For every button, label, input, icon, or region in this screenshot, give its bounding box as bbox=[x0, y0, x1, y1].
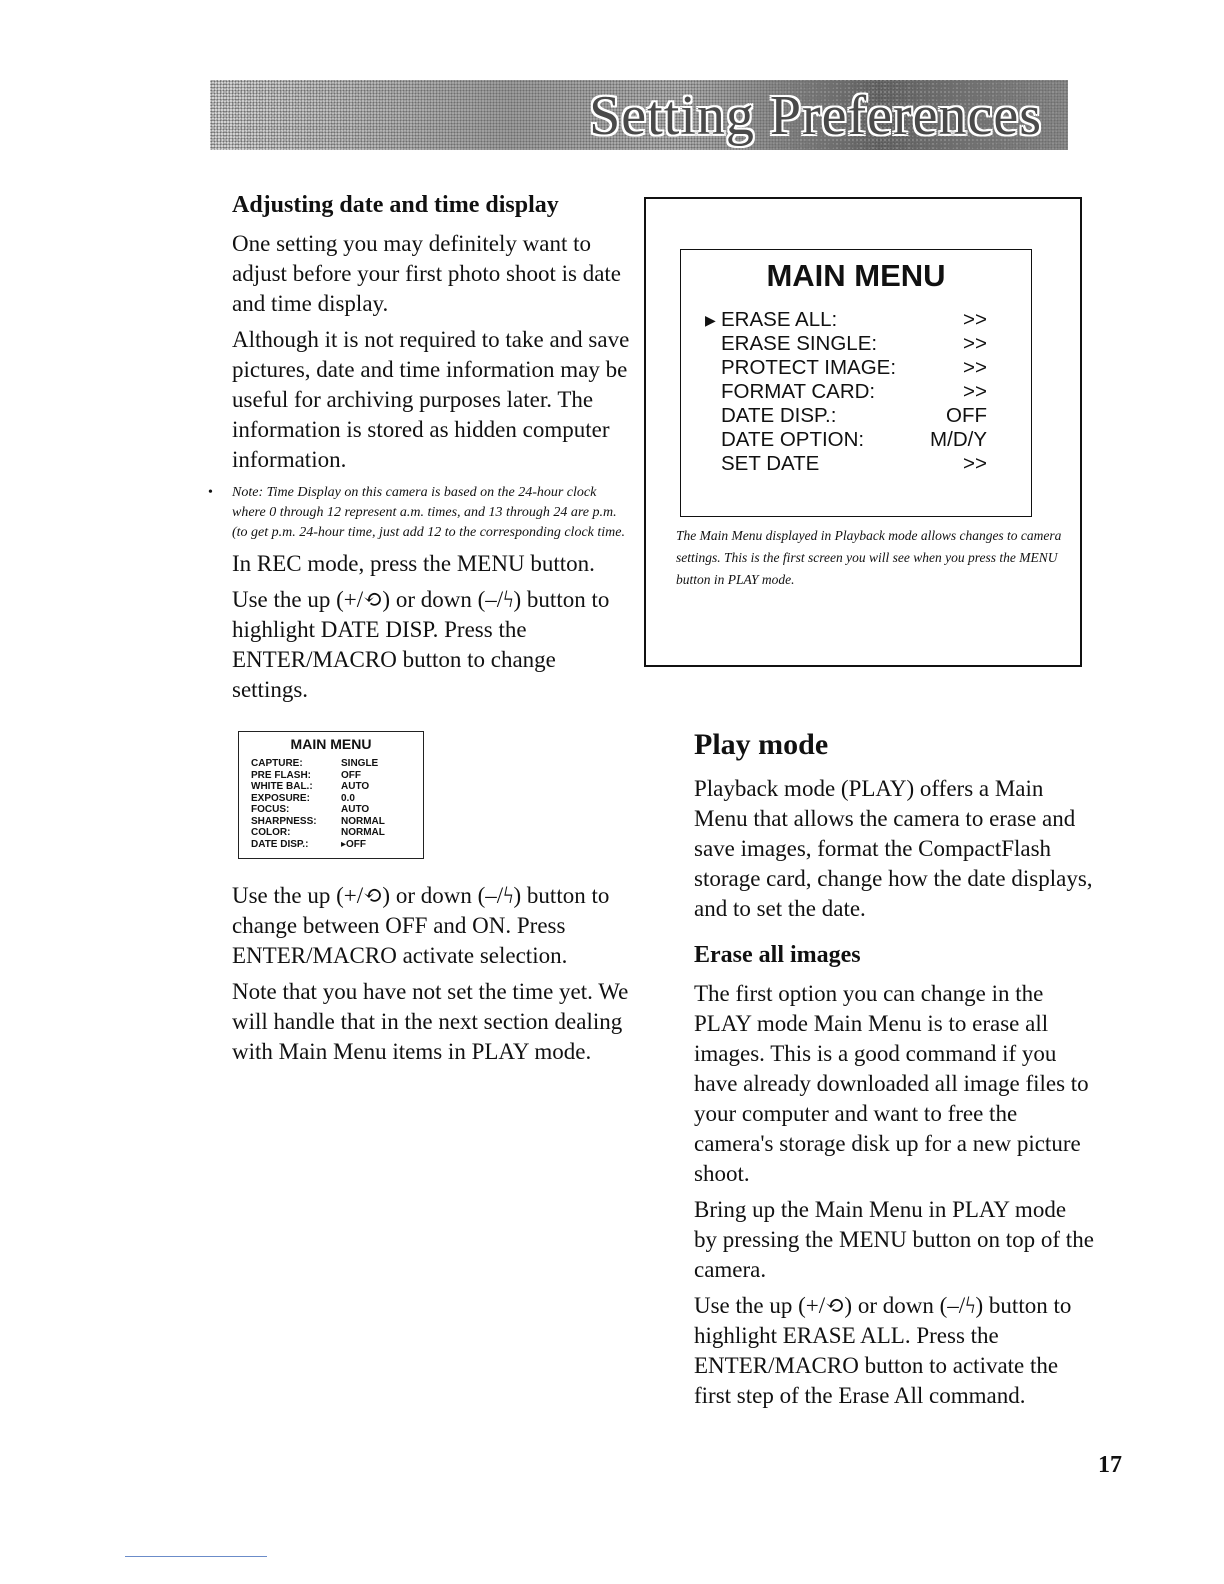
menu-value: AUTO bbox=[341, 781, 370, 792]
menu-value: SINGLE bbox=[341, 758, 379, 769]
menu-label: DATE DISP.: bbox=[721, 404, 837, 427]
menu-value: >> bbox=[963, 356, 987, 379]
menu-label: PRE FLASH: bbox=[251, 769, 311, 781]
paragraph: Use the up (+/⟲) or down (–/ϟ) button to highlight DATE DISP. Press the ENTER/MACRO button to change settings. bbox=[232, 587, 610, 702]
menu-value: NORMAL bbox=[341, 827, 385, 838]
menu-value: M/D/Y bbox=[930, 428, 987, 451]
menu-row bbox=[681, 332, 1031, 356]
menu-row bbox=[681, 308, 1031, 332]
play-menu-figure bbox=[644, 197, 1082, 667]
menu-label: COLOR: bbox=[251, 827, 291, 838]
menu-row bbox=[239, 816, 423, 828]
menu-label: ERASE SINGLE: bbox=[721, 332, 878, 355]
menu-row bbox=[239, 781, 423, 793]
page-number: 17 bbox=[1098, 1452, 1122, 1478]
menu-label: ERASE ALL: bbox=[721, 308, 838, 331]
paragraph: Use the up (+/⟲) or down (–/ϟ) button to change between OFF and ON. Press ENTER/MACRO activate selection. bbox=[232, 883, 610, 968]
menu-row bbox=[239, 770, 423, 782]
menu-value: >> bbox=[963, 332, 987, 355]
menu-label: FOCUS: bbox=[251, 804, 290, 815]
right-column bbox=[694, 728, 1094, 1417]
menu-row bbox=[239, 758, 423, 770]
menu-value: ▸OFF bbox=[341, 838, 367, 850]
paragraph: Note that you have not set the time yet. We will handle that in the next section dealing with Main Menu items in PLAY mode. bbox=[232, 979, 629, 1064]
menu-cursor-icon: ▶ bbox=[705, 312, 716, 328]
rec-menu-title: MAIN MENU bbox=[290, 736, 372, 752]
paragraph: Playback mode (PLAY) offers a Main Menu that allows the camera to erase and save images, format the CompactFlash storage card, change how the date displays, and to set the date. bbox=[694, 776, 1093, 921]
menu-label: EXPOSURE: bbox=[251, 792, 310, 804]
menu-row bbox=[239, 793, 423, 805]
menu-label: DATE OPTION: bbox=[721, 428, 865, 451]
paragraph: Although it is not required to take and save pictures, date and time information may be useful for archiving purposes later. The information is stored as hidden computer information. bbox=[232, 327, 630, 472]
paragraph: Use the up (+/⟲) or down (–/ϟ) button to highlight ERASE ALL. Press the ENTER/MACRO button to activate the first step of the Erase All command. bbox=[694, 1293, 1072, 1408]
menu-row bbox=[681, 404, 1031, 428]
menu-value: >> bbox=[963, 308, 987, 331]
menu-value: NORMAL bbox=[341, 815, 385, 827]
section-heading-play-mode: Play mode bbox=[694, 728, 829, 761]
banner-title: Setting Preferences bbox=[589, 85, 1042, 147]
paragraph: The first option you can change in the PLAY mode Main Menu is to erase all images. This is a good command if you have already downloaded all image files to your computer and want to free the camera's storage disk up for a new picture shoot. bbox=[694, 981, 1089, 1186]
menu-value: >> bbox=[963, 380, 987, 403]
subheading-erase-all: Erase all images bbox=[694, 942, 861, 968]
paragraph: In REC mode, press the MENU button. bbox=[232, 551, 595, 576]
menu-row bbox=[681, 380, 1031, 404]
rec-menu-screen bbox=[238, 731, 424, 859]
menu-row bbox=[239, 827, 423, 839]
play-menu-screen bbox=[680, 249, 1032, 517]
menu-label: PROTECT IMAGE: bbox=[721, 356, 897, 379]
menu-value: OFF bbox=[946, 404, 987, 427]
menu-value: >> bbox=[963, 452, 987, 475]
paragraph: Bring up the Main Menu in PLAY mode by pressing the MENU button on top of the camera. bbox=[694, 1197, 1094, 1282]
note-block bbox=[208, 483, 632, 543]
menu-label: CAPTURE: bbox=[251, 758, 303, 769]
menu-row bbox=[681, 452, 1031, 476]
menu-label: FORMAT CARD: bbox=[721, 380, 876, 403]
menu-value: 0.0 bbox=[341, 792, 355, 804]
section-banner bbox=[210, 80, 1068, 150]
figure-caption: The Main Menu displayed in Playback mode allows changes to camera settings. This is the first screen you will see when you press the MENU button in PLAY mode. bbox=[676, 528, 1062, 587]
paragraph: One setting you may definitely want to adjust before your first photo shoot is date and time display. bbox=[232, 231, 622, 316]
menu-label: SET DATE bbox=[721, 452, 820, 475]
menu-value: AUTO bbox=[341, 804, 370, 815]
bullet-icon: • bbox=[208, 485, 213, 500]
menu-row bbox=[681, 428, 1031, 452]
menu-label: SHARPNESS: bbox=[251, 815, 317, 827]
play-menu-title: MAIN MENU bbox=[766, 258, 946, 293]
section-heading-date-time: Adjusting date and time display bbox=[232, 192, 559, 218]
left-column bbox=[208, 192, 632, 1073]
menu-row bbox=[239, 804, 423, 816]
menu-label: WHITE BAL.: bbox=[251, 781, 313, 792]
note-text: Note: Time Display on this camera is based on the 24-hour clock where 0 through 12 represent a.m. times, and 13 through 24 are p.m. (to get p.m. 24-hour time, just add 12 to the corresponding clock time. bbox=[232, 485, 625, 540]
menu-row bbox=[681, 356, 1031, 380]
menu-value: OFF bbox=[341, 769, 361, 781]
menu-row bbox=[239, 839, 423, 851]
footer-rule bbox=[125, 1556, 267, 1557]
menu-label: DATE DISP.: bbox=[251, 838, 309, 850]
